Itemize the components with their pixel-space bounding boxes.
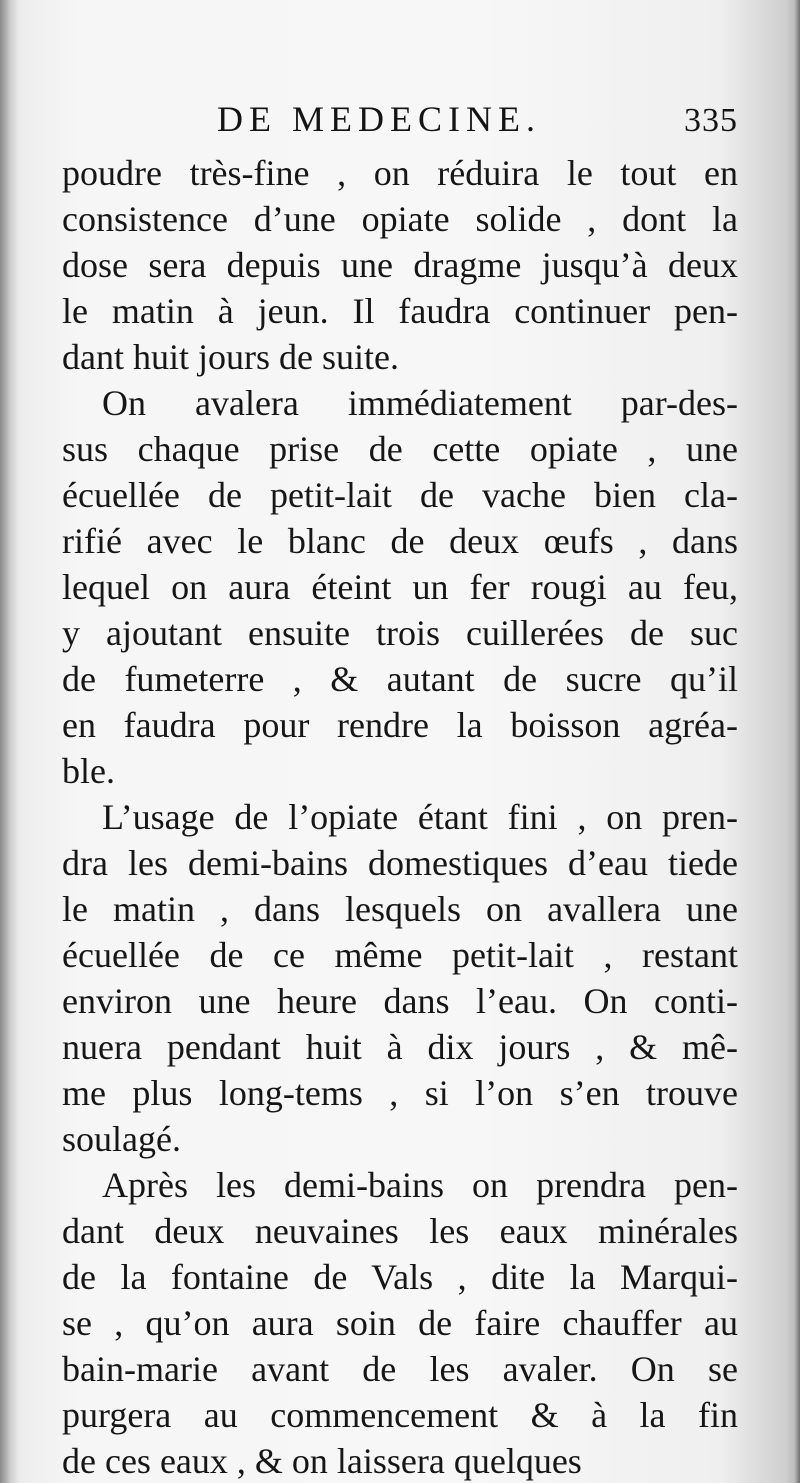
text-line: ble. <box>62 751 115 791</box>
text-line: de ces eaux , & on laissera quelques <box>62 1441 582 1481</box>
text-line: le matin à jeun. Il faudra continuer pen- <box>62 291 738 331</box>
text-line: dant huit jours de suite. <box>62 337 399 377</box>
text-line: nuera pendant huit à dix jours , & mê- <box>62 1027 738 1067</box>
text-line: se , qu’on aura soin de faire chauffer au <box>62 1303 738 1343</box>
paragraph <box>62 794 738 1162</box>
text-line: Après les demi-bains on prendra pen- <box>102 1165 738 1205</box>
text-line: purgera au commencement & à la fin <box>62 1395 738 1435</box>
text-line: bain-marie avant de les avaler. On se <box>62 1349 738 1389</box>
paragraph <box>62 1162 738 1483</box>
page-header <box>62 98 738 150</box>
page-left-edge-shadow <box>0 0 18 1483</box>
text-line: y ajoutant ensuite trois cuillerées de suc <box>62 613 738 653</box>
text-line: On avalera immédiatement par-des- <box>102 383 738 423</box>
text-line: environ une heure dans l’eau. On conti- <box>62 981 738 1021</box>
running-title: DE MEDECINE. <box>217 99 541 139</box>
body-text <box>62 150 738 1483</box>
text-line: le matin , dans lesquels on avallera une <box>62 889 738 929</box>
text-line: lequel on aura éteint un fer rougi au feu, <box>62 567 738 607</box>
page-right-edge-shadow <box>786 0 800 1483</box>
page-number: 335 <box>684 102 738 139</box>
text-line: dose sera depuis une dragme jusqu’à deux <box>62 245 738 285</box>
text-line: de la fontaine de Vals , dite la Marqui- <box>62 1257 738 1297</box>
paragraph <box>62 380 738 794</box>
text-line: poudre très-fine , on réduira le tout en <box>62 153 738 193</box>
text-line: me plus long-tems , si l’on s’en trouve <box>62 1073 738 1113</box>
text-line: consistence d’une opiate solide , dont la <box>62 199 738 239</box>
text-line: écuellée de petit-lait de vache bien cla- <box>62 475 738 515</box>
text-line: L’usage de l’opiate étant fini , on pren- <box>102 797 738 837</box>
text-line: en faudra pour rendre la boisson agréa- <box>62 705 738 745</box>
text-line: rifié avec le blanc de deux œufs , dans <box>62 521 738 561</box>
text-line: de fumeterre , & autant de sucre qu’il <box>62 659 738 699</box>
paragraph <box>62 150 738 380</box>
text-line: dant deux neuvaines les eaux minérales <box>62 1211 738 1251</box>
text-line: soulagé. <box>62 1119 181 1159</box>
text-line: écuellée de ce même petit-lait , restant <box>62 935 738 975</box>
text-line: dra les demi-bains domestiques d’eau tiede <box>62 843 738 883</box>
text-line: sus chaque prise de cette opiate , une <box>62 429 738 469</box>
